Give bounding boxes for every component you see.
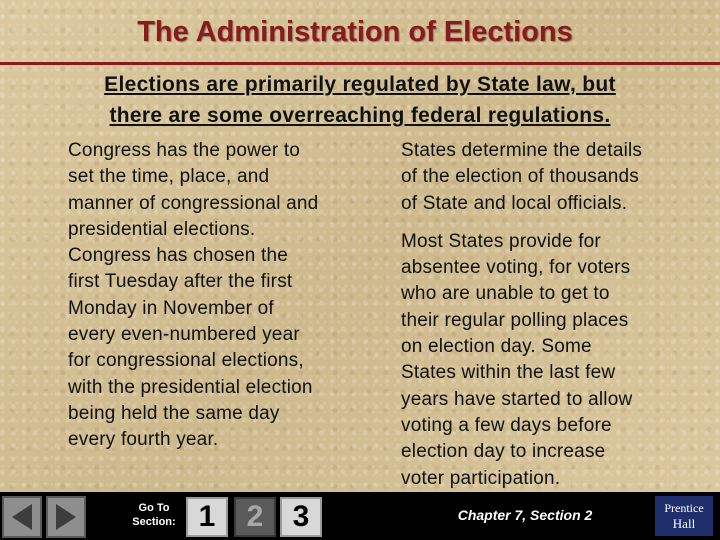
slide-subtitle (60, 69, 660, 131)
right-column-text (401, 138, 701, 492)
right-line: States within the last few (401, 362, 616, 384)
section-3-button[interactable]: 3 (280, 497, 322, 537)
right-line: absentee voting, for voters (401, 257, 631, 279)
slide-title: The Administration of Elections (137, 16, 573, 48)
svg-text:Hall: Hall (672, 516, 696, 531)
right-line: of State and local officials. (401, 192, 628, 214)
left-line: for congressional elections, (68, 350, 304, 372)
go-to-section-label (128, 501, 180, 529)
prentice-hall-logo-icon (655, 496, 713, 536)
left-line: first Tuesday after the first (68, 271, 293, 293)
section-2-button[interactable]: 2 (234, 497, 276, 537)
right-line: on election day. Some (401, 336, 592, 358)
prev-arrow-icon (8, 502, 36, 532)
title-divider (0, 62, 720, 65)
right-paragraph-1 (401, 138, 701, 217)
left-column-text (68, 138, 368, 454)
right-line: election day to increase (401, 441, 606, 463)
svg-text:Prentice: Prentice (664, 501, 704, 515)
right-line: voting a few days before (401, 414, 612, 436)
publisher-logo[interactable] (655, 496, 713, 536)
right-line: of the election of thousands (401, 166, 639, 188)
left-line: Monday in November of (68, 297, 274, 319)
next-arrow-icon (52, 502, 80, 532)
left-line: Congress has the power to (68, 140, 301, 161)
right-line: Most States provide for (401, 230, 601, 252)
goto-line-2: Section: (132, 516, 176, 528)
next-slide-button[interactable] (46, 496, 86, 538)
left-line: presidential elections. (68, 218, 256, 240)
section-1-button[interactable]: 1 (186, 497, 228, 537)
chapter-section-label: Chapter 7, Section 2 (457, 507, 593, 523)
right-paragraph-2 (401, 229, 701, 492)
right-line: States determine the details (401, 140, 643, 161)
right-line: voter participation. (401, 467, 561, 489)
left-line: set the time, place, and (68, 166, 270, 188)
footer-bar (0, 492, 720, 540)
left-line: being held the same day (68, 402, 280, 424)
left-line: every fourth year. (68, 429, 219, 451)
right-line: their regular polling places (401, 309, 629, 331)
left-line: manner of congressional and (68, 192, 319, 214)
right-line: who are unable to get to (401, 283, 610, 305)
subtitle-line-1: Elections are primarily regulated by State law, but (104, 73, 616, 96)
left-line: every even-numbered year (68, 324, 300, 346)
previous-slide-button[interactable] (2, 496, 42, 538)
left-line: Congress has chosen the (68, 245, 289, 267)
left-line: with the presidential election (68, 376, 313, 398)
right-line: years have started to allow (401, 388, 633, 410)
subtitle-line-2: there are some overreaching federal regulations. (109, 104, 611, 127)
goto-line-1: Go To (138, 502, 170, 514)
